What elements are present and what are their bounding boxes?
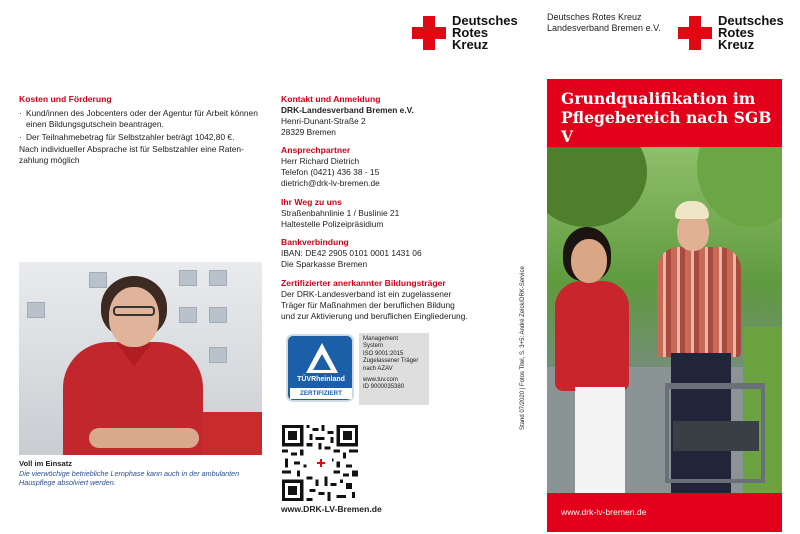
- route-heading: Ihr Weg zu uns: [281, 196, 342, 207]
- tuv-certificate: [283, 333, 429, 405]
- contact-column: [281, 94, 501, 329]
- costs-list: [19, 108, 262, 142]
- bank-block: [281, 237, 501, 270]
- cover-panel: [547, 79, 782, 532]
- tuv-url: www.tuv.com: [363, 377, 398, 384]
- cover-photo: [547, 147, 782, 493]
- cover-title-line-2: Pflegebereich nach SGB V: [561, 108, 772, 146]
- partner-block: [281, 145, 501, 188]
- partner-email[interactable]: dietrich@drk-lv-bremen.de: [281, 177, 380, 188]
- partner-phone: Telefon (0421) 436 38 - 15: [281, 167, 380, 178]
- contact-heading: Kontakt und Anmeldung: [281, 94, 381, 104]
- drk-logo-text: Deutsches Rotes Kreuz: [452, 13, 518, 52]
- costs-note: Nach individueller Absprache ist für Selbstzahler eine Raten- zahlung möglich: [19, 144, 244, 166]
- drk-logo-text: Deutsches Rotes Kreuz: [718, 13, 784, 52]
- bank-heading: Bankverbindung: [281, 237, 349, 248]
- route-line-2: Haltestelle Polizeipräsidium: [281, 218, 384, 229]
- contact-block: [281, 94, 501, 137]
- qr-code[interactable]: [282, 425, 358, 501]
- red-cross-icon: [678, 16, 712, 50]
- photo-caption: [19, 459, 262, 487]
- drk-logo-left: [412, 15, 518, 51]
- partner-name: Herr Richard Dietrich: [281, 156, 360, 167]
- qr-logo: [310, 454, 332, 472]
- red-cross-icon: [412, 16, 446, 50]
- route-line-1: Straßenbahnlinie 1 / Buslinie 21: [281, 207, 400, 218]
- caption-text: Die vierwöchige betriebliche Lernphase kann auch in der ambulanten Hauspflege absolviert werden.: [19, 469, 240, 488]
- tuv-info-box: Management System ISO 9001:2015 Zugelassener Träger nach AZAV www.tuv.com ID 9000035380: [359, 333, 429, 405]
- website-link[interactable]: www.DRK-LV-Bremen.de: [281, 504, 382, 514]
- tuv-brand: TÜVRheinland: [297, 376, 345, 383]
- red-cross-icon: [317, 459, 325, 467]
- contact-org: DRK-Landesverband Bremen e.V.: [281, 105, 414, 115]
- list-item: · Der Teilnahmebetrag für Selbstzahler beträgt 1042,80 €.: [19, 132, 262, 143]
- contact-city: 28329 Bremen: [281, 126, 336, 137]
- certified-block: Zertifizierter anerkannter Bildungsträger Der DRK-Landesverband ist ein zugelassener Träger für Maßnahmen der beruflichen Bildung und zur Aktivierung und beruflichen Eingliederung.: [281, 278, 501, 321]
- organization-name: Deutsches Rotes Kreuz Landesverband Bremen e.V.: [547, 12, 661, 33]
- bank-name: Die Sparkasse Bremen: [281, 259, 368, 270]
- nurse-photo: [19, 262, 262, 455]
- list-item: · Kund/innen des Jobcenters oder der Agentur für Arbeit können einen Bildungsgutschein beantragen.: [19, 108, 262, 130]
- partner-heading: Ansprechpartner: [281, 145, 351, 156]
- certified-heading: Zertifizierter anerkannter Bildungsträger: [281, 277, 446, 288]
- costs-section: [19, 94, 262, 166]
- drk-logo-right: [678, 15, 784, 51]
- costs-heading: Kosten und Förderung: [19, 94, 112, 104]
- route-block: [281, 197, 501, 230]
- photo-credit: Stand 07/2020 | Fotos Titel, S. 3+5: André Zelck/DRK-Service: [520, 266, 526, 430]
- cover-title-line-1: Grundqualifikation im: [561, 89, 756, 108]
- caption-title: Voll im Einsatz: [19, 459, 73, 468]
- cover-website-link[interactable]: www.drk-lv-bremen.de: [561, 507, 647, 517]
- bank-iban: IBAN: DE42 2905 0101 0001 1431 06: [281, 248, 422, 259]
- tuv-certified-label: ZERTIFIZIERT: [290, 388, 352, 399]
- contact-street: Henri-Dunant-Straße 2: [281, 115, 366, 126]
- tuv-badge-icon: [286, 334, 354, 402]
- tuv-id: ID 9000035380: [363, 384, 405, 391]
